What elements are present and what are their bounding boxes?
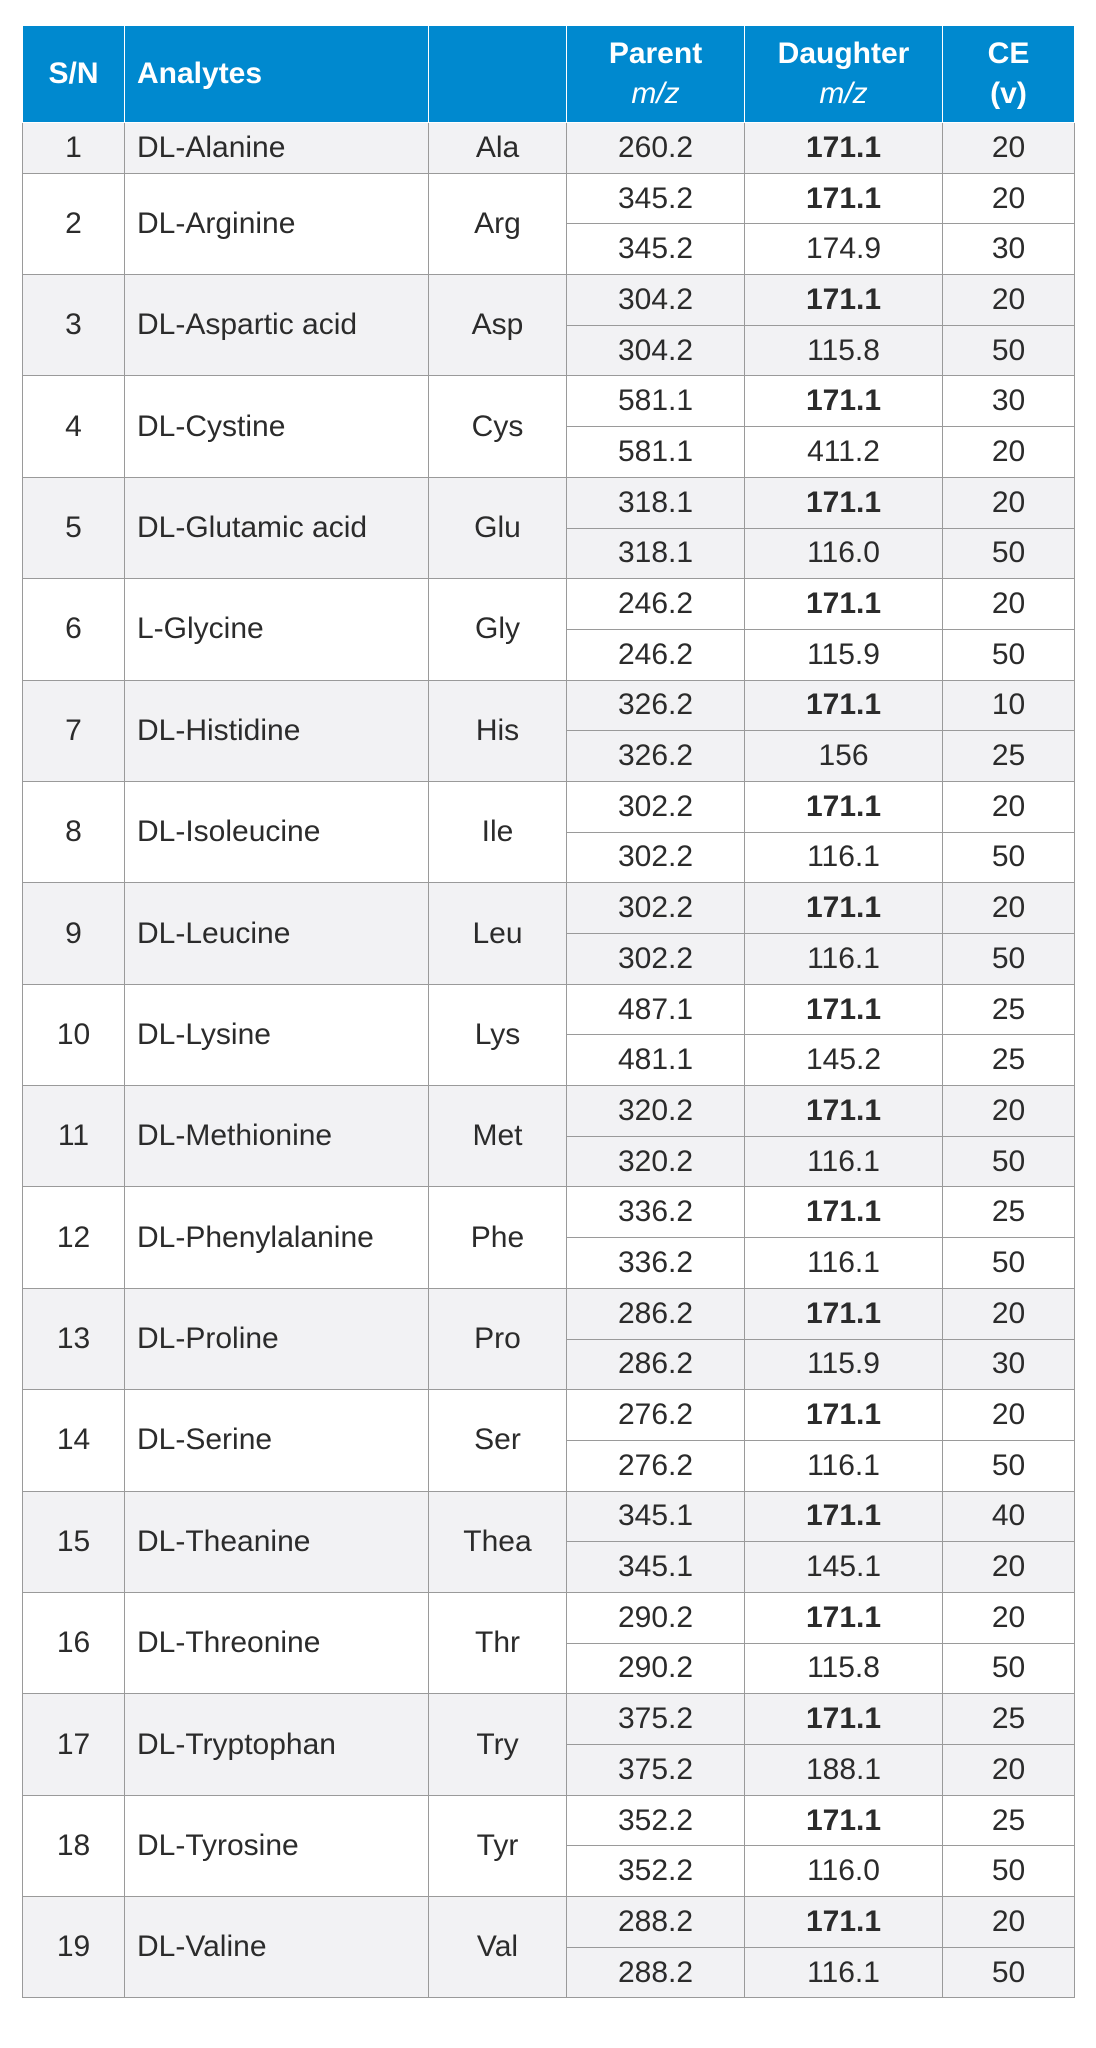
analyte-name-cell: DL-Cystine [125, 376, 429, 477]
abbreviation-cell: Ile [429, 781, 567, 882]
ce-cell: 50 [943, 325, 1075, 376]
sn-cell: 7 [23, 680, 125, 781]
parent-mz-cell: 318.1 [567, 528, 745, 579]
daughter-mz-cell: 145.2 [745, 1035, 943, 1086]
ce-cell: 20 [943, 1745, 1075, 1796]
daughter-mz-cell: 171.1 [745, 984, 943, 1035]
abbreviation-cell: Cys [429, 376, 567, 477]
sn-cell: 15 [23, 1491, 125, 1592]
ce-cell: 20 [943, 883, 1075, 934]
parent-mz-cell: 286.2 [567, 1288, 745, 1339]
abbreviation-cell: Met [429, 1086, 567, 1187]
parent-mz-cell: 581.1 [567, 427, 745, 478]
daughter-mz-cell: 116.0 [745, 528, 943, 579]
table-row [23, 477, 1075, 528]
parent-mz-cell: 375.2 [567, 1694, 745, 1745]
table-row [23, 1491, 1075, 1542]
daughter-mz-cell: 115.9 [745, 1339, 943, 1390]
analyte-name-cell: DL-Proline [125, 1288, 429, 1389]
daughter-mz-cell: 145.1 [745, 1542, 943, 1593]
daughter-mz-cell: 171.1 [745, 1491, 943, 1542]
table-header [23, 26, 1075, 123]
parent-mz-cell: 481.1 [567, 1035, 745, 1086]
daughter-mz-cell: 171.1 [745, 883, 943, 934]
abbreviation-cell: Tyr [429, 1795, 567, 1896]
ce-cell: 20 [943, 1542, 1075, 1593]
analyte-name-cell: DL-Leucine [125, 883, 429, 984]
abbreviation-cell: Val [429, 1897, 567, 1998]
daughter-mz-cell: 171.1 [745, 1187, 943, 1238]
table-row [23, 173, 1075, 224]
daughter-mz-cell: 116.1 [745, 934, 943, 985]
sn-cell: 3 [23, 275, 125, 376]
ce-cell: 50 [943, 528, 1075, 579]
table-row [23, 883, 1075, 934]
table-row [23, 680, 1075, 731]
table-row [23, 123, 1075, 174]
ce-cell: 20 [943, 1897, 1075, 1948]
ce-cell: 30 [943, 1339, 1075, 1390]
header-ce [943, 26, 1075, 123]
abbreviation-cell: Ala [429, 123, 567, 174]
sn-cell: 17 [23, 1694, 125, 1795]
abbreviation-cell: Leu [429, 883, 567, 984]
parent-mz-cell: 375.2 [567, 1745, 745, 1796]
sn-cell: 8 [23, 781, 125, 882]
parent-mz-cell: 246.2 [567, 579, 745, 630]
sn-cell: 12 [23, 1187, 125, 1288]
daughter-mz-cell: 171.1 [745, 275, 943, 326]
table-row [23, 376, 1075, 427]
ce-cell: 20 [943, 1592, 1075, 1643]
daughter-mz-cell: 171.1 [745, 477, 943, 528]
abbreviation-cell: Lys [429, 984, 567, 1085]
parent-mz-cell: 302.2 [567, 934, 745, 985]
abbreviation-cell: Asp [429, 275, 567, 376]
sn-cell: 2 [23, 173, 125, 274]
daughter-mz-cell: 116.1 [745, 832, 943, 883]
header-ce-label: CE [987, 37, 1030, 70]
ce-cell: 20 [943, 579, 1075, 630]
analyte-name-cell: DL-Phenylalanine [125, 1187, 429, 1288]
sn-cell: 13 [23, 1288, 125, 1389]
parent-mz-cell: 302.2 [567, 832, 745, 883]
daughter-mz-cell: 188.1 [745, 1745, 943, 1796]
sn-cell: 14 [23, 1390, 125, 1491]
parent-mz-cell: 345.2 [567, 224, 745, 275]
parent-mz-cell: 352.2 [567, 1846, 745, 1897]
analyte-name-cell: DL-Threonine [125, 1592, 429, 1693]
parent-mz-cell: 318.1 [567, 477, 745, 528]
daughter-mz-cell: 116.1 [745, 1440, 943, 1491]
header-sn: S/N [23, 26, 125, 123]
analyte-name-cell: DL-Histidine [125, 680, 429, 781]
parent-mz-cell: 352.2 [567, 1795, 745, 1846]
parent-mz-cell: 304.2 [567, 325, 745, 376]
ce-cell: 50 [943, 1440, 1075, 1491]
header-parent-label: Parent [608, 37, 703, 70]
analyte-name-cell: DL-Lysine [125, 984, 429, 1085]
parent-mz-cell: 345.2 [567, 173, 745, 224]
table-container [22, 25, 1074, 1998]
abbreviation-cell: Try [429, 1694, 567, 1795]
daughter-mz-cell: 171.1 [745, 781, 943, 832]
parent-mz-cell: 487.1 [567, 984, 745, 1035]
ce-cell: 50 [943, 934, 1075, 985]
parent-mz-cell: 290.2 [567, 1592, 745, 1643]
ce-cell: 20 [943, 1390, 1075, 1441]
daughter-mz-cell: 116.1 [745, 1238, 943, 1289]
abbreviation-cell: Phe [429, 1187, 567, 1288]
abbreviation-cell: Thea [429, 1491, 567, 1592]
sn-cell: 6 [23, 579, 125, 680]
parent-mz-cell: 581.1 [567, 376, 745, 427]
table-row [23, 1795, 1075, 1846]
daughter-mz-cell: 171.1 [745, 579, 943, 630]
analyte-name-cell: DL-Valine [125, 1897, 429, 1998]
ce-cell: 20 [943, 1288, 1075, 1339]
sn-cell: 10 [23, 984, 125, 1085]
ce-cell: 50 [943, 629, 1075, 680]
table-row [23, 1187, 1075, 1238]
parent-mz-cell: 345.1 [567, 1491, 745, 1542]
parent-mz-cell: 260.2 [567, 123, 745, 174]
table-row [23, 1897, 1075, 1948]
ce-cell: 10 [943, 680, 1075, 731]
header-daughter-label: Daughter [777, 37, 910, 70]
parent-mz-cell: 246.2 [567, 629, 745, 680]
analyte-name-cell: DL-Tryptophan [125, 1694, 429, 1795]
table-row [23, 275, 1075, 326]
daughter-mz-cell: 171.1 [745, 1592, 943, 1643]
daughter-mz-cell: 115.8 [745, 325, 943, 376]
ce-cell: 50 [943, 1238, 1075, 1289]
analyte-name-cell: L-Glycine [125, 579, 429, 680]
sn-cell: 1 [23, 123, 125, 174]
ce-cell: 25 [943, 984, 1075, 1035]
daughter-mz-cell: 171.1 [745, 1795, 943, 1846]
ce-cell: 25 [943, 1795, 1075, 1846]
ce-cell: 40 [943, 1491, 1075, 1542]
parent-mz-cell: 320.2 [567, 1136, 745, 1187]
table-row [23, 1390, 1075, 1441]
ce-cell: 20 [943, 123, 1075, 174]
ce-cell: 30 [943, 376, 1075, 427]
daughter-mz-cell: 171.1 [745, 123, 943, 174]
table-row [23, 1694, 1075, 1745]
parent-mz-cell: 276.2 [567, 1440, 745, 1491]
ce-cell: 50 [943, 1846, 1075, 1897]
parent-mz-cell: 276.2 [567, 1390, 745, 1441]
ce-cell: 20 [943, 427, 1075, 478]
table-row [23, 1288, 1075, 1339]
abbreviation-cell: Ser [429, 1390, 567, 1491]
daughter-mz-cell: 171.1 [745, 173, 943, 224]
daughter-mz-cell: 156 [745, 731, 943, 782]
abbreviation-cell: Gly [429, 579, 567, 680]
daughter-mz-cell: 115.8 [745, 1643, 943, 1694]
ce-cell: 50 [943, 1136, 1075, 1187]
daughter-mz-cell: 171.1 [745, 1897, 943, 1948]
daughter-mz-cell: 171.1 [745, 1694, 943, 1745]
analyte-name-cell: DL-Aspartic acid [125, 275, 429, 376]
daughter-mz-cell: 171.1 [745, 1086, 943, 1137]
analyte-name-cell: DL-Glutamic acid [125, 477, 429, 578]
ce-cell: 20 [943, 275, 1075, 326]
daughter-mz-cell: 115.9 [745, 629, 943, 680]
daughter-mz-cell: 116.1 [745, 1947, 943, 1998]
parent-mz-cell: 288.2 [567, 1897, 745, 1948]
header-row [23, 26, 1075, 123]
abbreviation-cell: Glu [429, 477, 567, 578]
ce-cell: 50 [943, 1643, 1075, 1694]
ce-cell: 20 [943, 781, 1075, 832]
ce-cell: 20 [943, 1086, 1075, 1137]
analyte-name-cell: DL-Isoleucine [125, 781, 429, 882]
parent-mz-cell: 336.2 [567, 1238, 745, 1289]
daughter-mz-cell: 171.1 [745, 1390, 943, 1441]
table-row [23, 984, 1075, 1035]
analyte-name-cell: DL-Serine [125, 1390, 429, 1491]
table-row [23, 1086, 1075, 1137]
header-parent [567, 26, 745, 123]
ce-cell: 50 [943, 832, 1075, 883]
analyte-transition-table [22, 25, 1075, 1998]
sn-cell: 16 [23, 1592, 125, 1693]
parent-mz-cell: 286.2 [567, 1339, 745, 1390]
sn-cell: 5 [23, 477, 125, 578]
daughter-mz-cell: 174.9 [745, 224, 943, 275]
abbreviation-cell: Pro [429, 1288, 567, 1389]
sn-cell: 19 [23, 1897, 125, 1998]
analyte-name-cell: DL-Tyrosine [125, 1795, 429, 1896]
header-abbreviation [429, 26, 567, 123]
ce-cell: 30 [943, 224, 1075, 275]
daughter-mz-cell: 171.1 [745, 376, 943, 427]
table-row [23, 579, 1075, 630]
header-daughter [745, 26, 943, 123]
ce-cell: 25 [943, 1035, 1075, 1086]
parent-mz-cell: 290.2 [567, 1643, 745, 1694]
analyte-name-cell: DL-Theanine [125, 1491, 429, 1592]
daughter-mz-cell: 171.1 [745, 1288, 943, 1339]
ce-cell: 50 [943, 1947, 1075, 1998]
ce-cell: 20 [943, 477, 1075, 528]
table-row [23, 1592, 1075, 1643]
daughter-mz-cell: 116.0 [745, 1846, 943, 1897]
sn-cell: 11 [23, 1086, 125, 1187]
parent-mz-cell: 320.2 [567, 1086, 745, 1137]
parent-mz-cell: 288.2 [567, 1947, 745, 1998]
abbreviation-cell: His [429, 680, 567, 781]
analyte-name-cell: DL-Alanine [125, 123, 429, 174]
header-ce-unit: (v) [990, 77, 1027, 110]
parent-mz-cell: 336.2 [567, 1187, 745, 1238]
daughter-mz-cell: 171.1 [745, 680, 943, 731]
daughter-mz-cell: 116.1 [745, 1136, 943, 1187]
analyte-name-cell: DL-Arginine [125, 173, 429, 274]
parent-mz-cell: 302.2 [567, 883, 745, 934]
abbreviation-cell: Thr [429, 1592, 567, 1693]
parent-mz-cell: 326.2 [567, 680, 745, 731]
daughter-mz-cell: 411.2 [745, 427, 943, 478]
parent-mz-cell: 345.1 [567, 1542, 745, 1593]
abbreviation-cell: Arg [429, 173, 567, 274]
sn-cell: 18 [23, 1795, 125, 1896]
parent-mz-cell: 302.2 [567, 781, 745, 832]
parent-mz-cell: 304.2 [567, 275, 745, 326]
sn-cell: 9 [23, 883, 125, 984]
header-parent-unit: m/z [631, 77, 680, 110]
parent-mz-cell: 326.2 [567, 731, 745, 782]
ce-cell: 20 [943, 173, 1075, 224]
table-body [23, 123, 1075, 1998]
sn-cell: 4 [23, 376, 125, 477]
ce-cell: 25 [943, 1187, 1075, 1238]
ce-cell: 25 [943, 731, 1075, 782]
header-daughter-unit: m/z [819, 77, 868, 110]
ce-cell: 25 [943, 1694, 1075, 1745]
table-row [23, 781, 1075, 832]
header-analytes: Analytes [125, 26, 429, 123]
analyte-name-cell: DL-Methionine [125, 1086, 429, 1187]
